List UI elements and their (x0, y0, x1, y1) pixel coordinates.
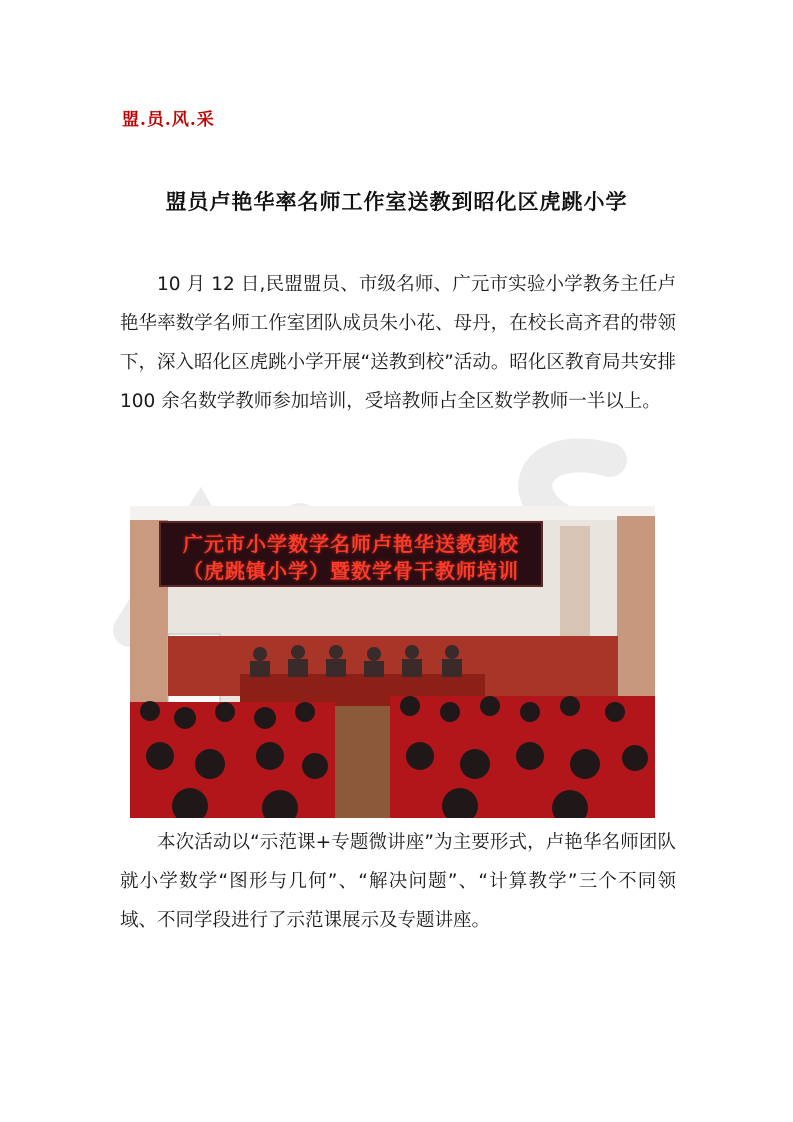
paragraph-intro: 10 月 12 日,民盟盟员、市级名师、广元市实验小学教务主任卢艳华率数学名师工作室团队成员朱小花、母丹，在校长高齐君的带领下，深入昭化区虎跳小学开展“送教到校”活动。昭化区教育局共安排 100 余名数学教师参加培训，受培教师占全区数学教师一半以上。 (120, 274, 676, 412)
photo-banner (165, 524, 537, 583)
paragraph-activity: 本次活动以“示范课+专题微讲座”为主要形式，卢艳华名师团队就小学数学“图形与几何”、“解决问题”、“计算教学”三个不同领域、不同学段进行了示范课展示及专题讲座。 (120, 832, 676, 931)
banner-line-1: 广元市小学数学名师卢艳华送教到校 (183, 532, 519, 556)
banner-line-2: （虎跳镇小学）暨数学骨干教师培训 (183, 559, 519, 583)
section-label: 盟.员.风.采 (122, 110, 215, 130)
article-title: 盟员卢艳华率名师工作室送教到昭化区虎跳小学 (165, 190, 628, 214)
event-photo (130, 506, 655, 818)
